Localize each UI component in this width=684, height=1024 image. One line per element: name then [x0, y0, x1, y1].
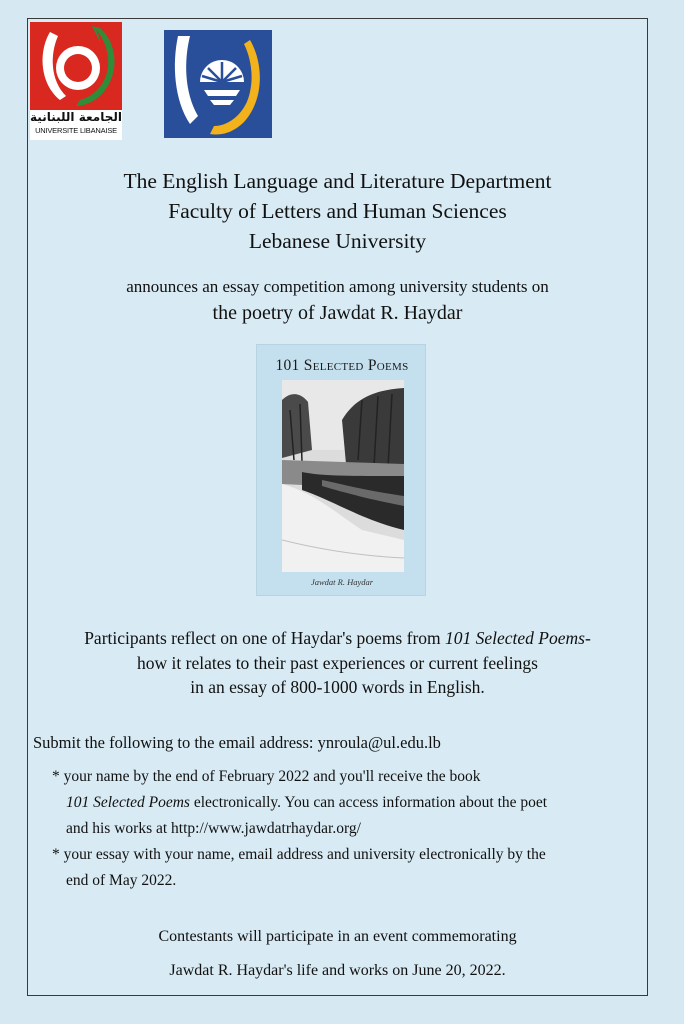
book-cover-photo — [282, 380, 404, 572]
department-line: The English Language and Literature Department — [123, 169, 552, 193]
university-name-french: UNIVERSITE LIBANAISE — [35, 126, 117, 135]
requirement-1-line-3: and his works at http://www.jawdatrhaydar.org/ — [66, 820, 361, 837]
lebanese-university-logo — [30, 22, 122, 140]
book-title: 101 Selected Poems — [275, 357, 409, 374]
faculty-logo — [164, 30, 272, 138]
participants-text: Participants reflect on one of Haydar's poems from — [84, 628, 446, 648]
requirement-item-2 — [52, 842, 632, 894]
participants-line-1 — [27, 626, 648, 651]
requirement-2-line-2: end of May 2022. — [66, 872, 177, 889]
book-title-italic: 101 Selected Poems — [66, 794, 190, 811]
requirement-2-line-1: * your essay with your name, email address and university electronically by the — [52, 846, 546, 863]
participants-dash: - — [584, 628, 591, 648]
participants-line-3: in an essay of 800-1000 words in English. — [190, 677, 485, 697]
ul-emblem-icon — [30, 22, 122, 110]
university-line: Lebanese University — [248, 229, 427, 253]
requirement-1-text: electronically. You can access information about the poet — [189, 794, 548, 811]
participants-line-2: how it relates to their past experiences or current feelings — [137, 652, 538, 673]
requirement-1-line-2 — [52, 790, 632, 816]
closing-line-1: Contestants will participate in an event commemorating — [158, 928, 517, 945]
book-cover — [256, 344, 426, 596]
closing-line-2: Jawdat R. Haydar's life and works on June 20, 2022. — [169, 962, 506, 979]
requirement-item-1 — [52, 764, 632, 842]
faculty-line: Faculty of Letters and Human Sciences — [168, 199, 507, 223]
submission-intro: Submit the following to the email address: ynroula@ul.edu.lb — [33, 733, 441, 752]
participants-paragraph — [27, 626, 648, 700]
announcement-subject: the poetry of Jawdat R. Haydar — [212, 302, 463, 324]
university-name-arabic: الجامعة اللبنانية — [30, 110, 122, 124]
book-author: Jawdat R. Haydar — [310, 577, 374, 587]
faculty-emblem-icon — [164, 30, 272, 138]
requirement-1-line-1: * your name by the end of February 2022 and you'll receive the book — [52, 768, 481, 785]
announcement-line: announces an essay competition among university students on — [126, 277, 549, 296]
department-heading — [27, 166, 648, 256]
book-title-italic: 101 Selected Poems — [445, 628, 585, 648]
